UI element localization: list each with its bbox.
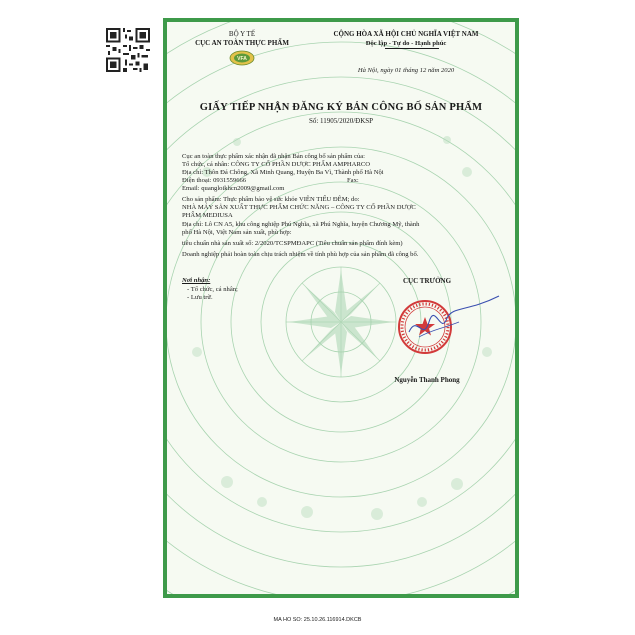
recipient-item: - Tổ chức, cá nhân; (187, 286, 238, 293)
dossier-code: MA HO SO: 25.10.26.116914.DKCB (273, 617, 362, 623)
manufacturer-address-1: Địa chỉ: Lô CN A5, khu công nghiệp Phú Nghĩa, xã Phú Nghĩa, huyện Chương Mỹ, thành (182, 221, 420, 228)
manufacturer-line-2: PHẨM MEDIUSA (182, 212, 233, 219)
organization-phone: Điện thoại: 0931559666 (182, 177, 247, 184)
organization-email: Email: quangloikhcn2009@gmail.com (182, 185, 285, 192)
vfa-logo (229, 50, 255, 66)
organization-address: Địa chỉ: Thôn Đá Chông, Xã Minh Quang, Huyện Ba Vì, Thành phố Hà Nội (182, 169, 384, 176)
product-standard: tiêu chuẩn nhà sản xuất số: 2/2020/TCSPMĐAPC (Tiêu chuẩn sản phẩm đính kèm) (182, 240, 403, 247)
manufacturer-line-1: NHÀ MÁY SẢN XUẤT THỰC PHẨM CHỨC NĂNG – CÔNG TY CỔ PHẦN DƯỢC (182, 204, 416, 211)
recipient-item: - Lưu trữ. (187, 294, 213, 301)
body-intro: Cục an toàn thực phẩm xác nhận đã nhận Bản công bố sản phẩm của: (182, 153, 366, 160)
organization-fax: Fax: (347, 177, 359, 184)
document-title: GIẤY TIẾP NHẬN ĐĂNG KÝ BẢN CÔNG BỐ SẢN PHẨM (199, 102, 483, 113)
organization-name: Tổ chức, cá nhân: CÔNG TY CỔ PHẦN DƯỢC PHẨM AMPHARCO (182, 161, 371, 168)
qr-code (106, 28, 150, 72)
manufacturer-address-2: phố Hà Nội, Việt Nam sản xuất, phù hợp: (182, 229, 292, 236)
responsibility-statement: Doanh nghiệp phải hoàn toàn chịu trách nhiệm về tính phù hợp của sản phẩm đã công bố. (182, 251, 419, 258)
certificate-document (163, 18, 519, 598)
svg-text:VFA: VFA (237, 56, 247, 62)
product-name: Cho sản phẩm: Thực phẩm bảo vệ sức khỏe VIÊN TIỂU ĐÊM; do: (182, 196, 360, 203)
motto-underline (385, 48, 439, 49)
official-stamp-and-signature (389, 292, 509, 362)
signer-name: Nguyễn Thanh Phong (394, 376, 460, 384)
ministry-name: BỘ Y TẾ (228, 30, 256, 38)
issue-date: Hà Nội, ngày 01 tháng 12 năm 2020 (357, 67, 455, 74)
registration-number: Số: 11905/2020/ĐKSP (308, 117, 374, 125)
nation-name: CỘNG HÒA XÃ HỘI CHỦ NGHĨA VIỆT NAM (333, 30, 479, 38)
department-name: CỤC AN TOÀN THỰC PHẨM (195, 39, 289, 47)
signer-title: CỤC TRƯỞNG (402, 277, 452, 285)
national-motto: Độc lập - Tự do - Hạnh phúc (365, 40, 447, 47)
recipients-heading: Nơi nhận: (182, 277, 211, 284)
official-stamp (399, 301, 451, 353)
